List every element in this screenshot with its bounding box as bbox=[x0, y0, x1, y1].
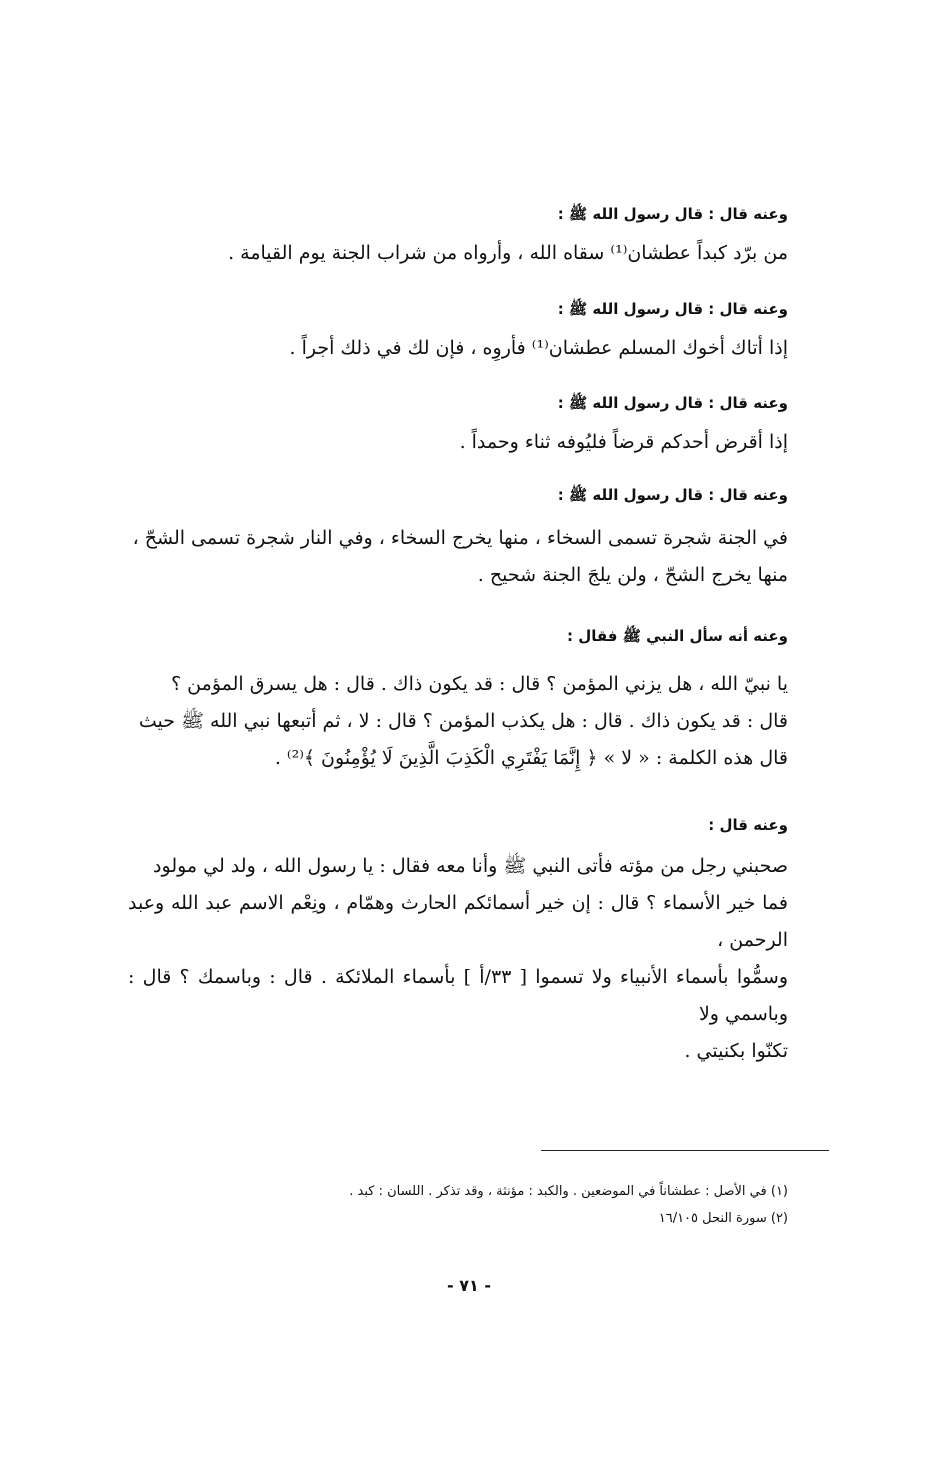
hadith-6-line-3: وسمُّوا بأسماء الأنبياء ولا تسموا [ ٣٣/أ ] بأسماء الملائكة . قال : وباسمك ؟ قال : وباسمي ولا bbox=[128, 966, 788, 1025]
hadith-6-text bbox=[128, 848, 788, 1070]
page-number: - ٧١ - bbox=[447, 1276, 491, 1295]
hadith-3-heading: وعنه قال : قال رسول الله ﷺ : bbox=[557, 394, 788, 412]
hadith-6-heading: وعنه قال : bbox=[708, 816, 788, 834]
hadith-2-line-1: إذا أتاك أخوك المسلم عطشان⁽¹⁾ فأروِه ، فإن لك في ذلك أجراً . bbox=[289, 337, 788, 359]
hadith-2-text bbox=[128, 330, 788, 367]
hadith-3-line-1: إذا أقرض أحدكم قرضاً فليُوفه ثناء وحمداً . bbox=[459, 431, 788, 453]
hadith-1-text bbox=[128, 235, 788, 272]
hadith-6-line-1: صحبني رجل من مؤته فأتى النبي ﷺ وأنا معه فقال : يا رسول الله ، ولد لي مولود bbox=[153, 855, 788, 877]
hadith-1-line-1: من برّد كبداً عطشان⁽¹⁾ سقاه الله ، وأرواه من شراب الجنة يوم القيامة . bbox=[228, 242, 788, 264]
footnote-1: (١) في الأصل : عطشاناً في الموضعين . والكبد : مؤنثة ، وقد تذكر . اللسان : كبد . bbox=[349, 1184, 788, 1199]
hadith-6-line-2: فما خير الأسماء ؟ قال : إن خير أسمائكم الحارث وهمّام ، ونِعْم الاسم عبد الله وعبد الرحمن ، bbox=[128, 892, 788, 951]
hadith-4-line-1: في الجنة شجرة تسمى السخاء ، منها يخرج السخاء ، وفي النار شجرة تسمى الشحّ ، bbox=[132, 527, 788, 549]
footnote-divider bbox=[541, 1150, 829, 1151]
hadith-5-line-1: يا نبيّ الله ، هل يزني المؤمن ؟ قال : قد يكون ذاك . قال : هل يسرق المؤمن ؟ bbox=[171, 673, 788, 695]
hadith-5-text bbox=[128, 666, 788, 777]
hadith-5-line-3: قال هذه الكلمة : « لا » ﴿ إِنَّمَا يَفْتَرِي الْكَذِبَ الَّذِينَ لَا يُؤْمِنُونَ ﴾⁽²⁾ . bbox=[274, 747, 788, 769]
hadith-6-line-4: تكنّوا بكنيتي . bbox=[684, 1040, 788, 1062]
hadith-4-heading: وعنه قال : قال رسول الله ﷺ : bbox=[557, 486, 788, 504]
hadith-2-heading: وعنه قال : قال رسول الله ﷺ : bbox=[557, 300, 788, 318]
hadith-5-heading: وعنه أنه سأل النبي ﷺ فقال : bbox=[567, 627, 788, 645]
hadith-4-text bbox=[128, 520, 788, 594]
hadith-5-line-2: قال : قد يكون ذاك . قال : هل يكذب المؤمن ؟ قال : لا ، ثم أتبعها نبي الله ﷺ حيث bbox=[138, 710, 788, 732]
hadith-4-line-2: منها يخرج الشحّ ، ولن يلجَ الجنة شحيح . bbox=[477, 564, 788, 586]
hadith-1-heading: وعنه قال : قال رسول الله ﷺ : bbox=[557, 205, 788, 223]
hadith-3-text bbox=[128, 424, 788, 461]
footnote-2: (٢) سورة النحل ١٦/١٠٥ bbox=[658, 1211, 788, 1226]
